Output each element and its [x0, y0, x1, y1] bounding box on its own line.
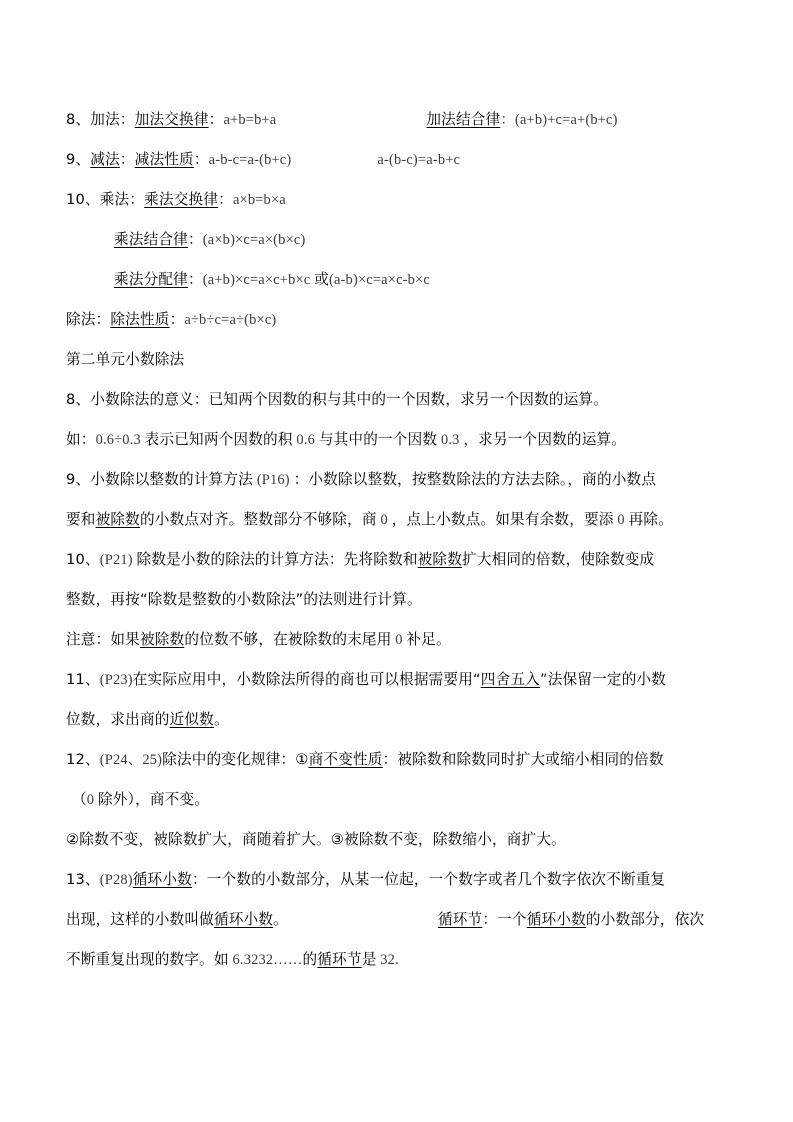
- text-run: 0.6÷0.3: [95, 432, 145, 448]
- text-line: [66, 540, 746, 580]
- text-run: 0.6: [292, 432, 319, 448]
- text-run: a-b-c=a-(b+c): [208, 152, 292, 168]
- text-run: 6.3232……: [228, 952, 303, 968]
- text-run: 扩大相同的倍数，使除数变成: [462, 551, 655, 568]
- text-run: 8、小数除法的意义：已知两个因数的积与其中的一个因数，求另一个因数的运算。: [66, 391, 609, 408]
- text-run: a+b=b+a: [223, 112, 277, 128]
- text-line: [66, 620, 746, 660]
- text-run: 不断重复出现的数字。如: [66, 951, 229, 968]
- text-run: 位数，求出商的: [66, 711, 170, 728]
- text-run: 0: [376, 512, 392, 528]
- text-run: (a×b)×c=a×(b×c): [202, 232, 306, 248]
- text-run: 13、: [66, 871, 100, 888]
- text-run: 32.: [376, 952, 399, 968]
- text-run: 0: [391, 632, 407, 648]
- text-run: ：被除数和除数同时扩大或缩小相同的倍数: [382, 751, 664, 768]
- text-line: [66, 260, 746, 300]
- text-line: [66, 900, 746, 940]
- text-run: 9、: [66, 151, 91, 168]
- underlined-term: 四舍五入: [480, 671, 540, 688]
- underlined-term: 加法交换律: [134, 111, 209, 128]
- underlined-term: 循环小数: [213, 911, 274, 928]
- text-run: 表示已知两个因数的积: [144, 431, 293, 448]
- text-line: [66, 660, 746, 700]
- text-run: 的位数不够，在被除数的末尾用: [184, 631, 392, 648]
- text-run: （: [72, 791, 87, 808]
- text-run: ：: [208, 111, 224, 128]
- text-run: ：: [187, 231, 203, 248]
- text-run: 。: [213, 711, 229, 728]
- underlined-term: 减法性质: [134, 151, 194, 168]
- text-run: 11、: [66, 671, 100, 688]
- text-run: 0: [86, 792, 98, 808]
- text-run: ：一个数的小数部分，从某一位起，一个数字或者几个数字依次不断重复: [191, 871, 666, 888]
- text-run: ：: [193, 151, 209, 168]
- text-run: ，点上小数点。如果有余数，要添: [391, 511, 614, 528]
- text-run: ：: [187, 271, 203, 288]
- text-line: [66, 140, 746, 180]
- text-run: 0: [613, 512, 629, 528]
- text-line: [66, 100, 746, 140]
- text-line: [66, 860, 746, 900]
- underlined-term: 被除数: [139, 631, 185, 648]
- text-run: ：(a+b)+c=a+(b+c): [500, 112, 618, 128]
- text-run: 9、小数除以整数的计算方法: [66, 471, 254, 488]
- text-run: 整数，再按“除数是整数的小数除法”的法则进行计算。: [66, 591, 422, 608]
- underlined-term: 乘法交换律: [144, 191, 219, 208]
- text-run: 10、: [66, 551, 100, 568]
- document-text-body: [66, 100, 746, 980]
- text-run: ”法保留一定的小数: [539, 671, 667, 688]
- text-line: [66, 220, 746, 260]
- text-run: 除数是小数的除法的计算方法：先将除数和: [136, 551, 418, 568]
- underlined-term: 乘法结合律: [114, 231, 188, 248]
- text-run: (a+b)×c=a×c+b×c: [202, 272, 315, 288]
- text-line: [66, 420, 746, 460]
- text-run: (P21): [99, 552, 137, 568]
- text-run: (P23): [99, 672, 133, 688]
- underlined-term: 被除数: [95, 511, 140, 528]
- text-line: [66, 500, 746, 540]
- text-run: 或: [314, 271, 329, 288]
- text-run: (P16): [253, 472, 294, 488]
- text-run: ，求另一个因数的运算。: [463, 431, 627, 448]
- text-line: [66, 740, 746, 780]
- underlined-term: 减法: [90, 151, 120, 168]
- text-run: 要和: [66, 511, 96, 528]
- text-run: (P28): [99, 872, 133, 888]
- text-run: 第二单元小数除法: [66, 351, 185, 368]
- text-line: [66, 940, 746, 980]
- text-run: ：: [218, 191, 233, 208]
- underlined-term: 循环小数: [526, 911, 586, 928]
- text-run: ：: [169, 311, 185, 328]
- underlined-term: 循环小数: [132, 871, 192, 888]
- text-run: 除法中的变化规律：①: [162, 751, 309, 768]
- text-run: 如：: [66, 431, 96, 448]
- text-run: ：一个: [482, 911, 527, 928]
- text-run: 的小数部分，依次: [585, 911, 705, 928]
- underlined-term: 加法结合律: [426, 111, 501, 128]
- underlined-term: 近似数: [169, 711, 214, 728]
- text-run: 是: [361, 951, 377, 968]
- underlined-term: 乘法分配律: [114, 271, 188, 288]
- underlined-term: 循环节: [317, 951, 362, 968]
- text-line: [66, 340, 746, 380]
- text-run: 的小数点对齐。整数部分不够除，商: [139, 511, 377, 528]
- text-line: [66, 700, 746, 740]
- text-run: a-(b-c)=a-b+c: [377, 152, 461, 168]
- text-run: 出现，这样的小数叫做: [66, 911, 214, 928]
- underlined-term: 循环节: [437, 911, 483, 928]
- text-line: [66, 300, 746, 340]
- text-run: ②除数不变，被除数扩大，商随着扩大。③被除数不变，除数缩小，商扩大。: [66, 831, 566, 848]
- text-run: (a-b)×c=a×c-b×c: [328, 272, 430, 288]
- text-run: 10、乘法：: [66, 191, 145, 208]
- text-run: 与其中的一个因数: [318, 431, 438, 448]
- text-run: 的: [302, 951, 318, 968]
- underlined-term: 被除数: [417, 551, 463, 568]
- text-run: 再除。: [628, 511, 673, 528]
- text-run: 12、: [66, 751, 100, 768]
- underlined-term: 商不变性质: [308, 751, 383, 768]
- text-run: 除外），商不变。: [98, 791, 210, 808]
- text-line: [66, 780, 746, 820]
- text-run: 补足。: [406, 631, 451, 648]
- text-run: 除法：: [66, 311, 111, 328]
- text-run: a×b=b×a: [232, 192, 286, 208]
- text-run: ：: [119, 151, 135, 168]
- underlined-term: 除法性质: [110, 311, 170, 328]
- text-line: [66, 460, 746, 500]
- text-line: [66, 820, 746, 860]
- text-run: 0.3: [437, 432, 464, 448]
- text-run: a÷b÷c=a÷(b×c): [184, 312, 277, 328]
- text-run: 。: [273, 911, 288, 928]
- text-run: 8、加法：: [66, 111, 135, 128]
- text-line: [66, 380, 746, 420]
- text-run: 在实际应用中，小数除法所得的商也可以根据需要用“: [132, 671, 481, 688]
- text-run: (P24、25): [99, 752, 163, 768]
- text-line: [66, 580, 746, 620]
- text-run: ：小数除以整数，按整数除法的方法去除。，商的小数点: [293, 471, 657, 488]
- text-run: 注意：如果: [66, 631, 140, 648]
- text-line: [66, 180, 746, 220]
